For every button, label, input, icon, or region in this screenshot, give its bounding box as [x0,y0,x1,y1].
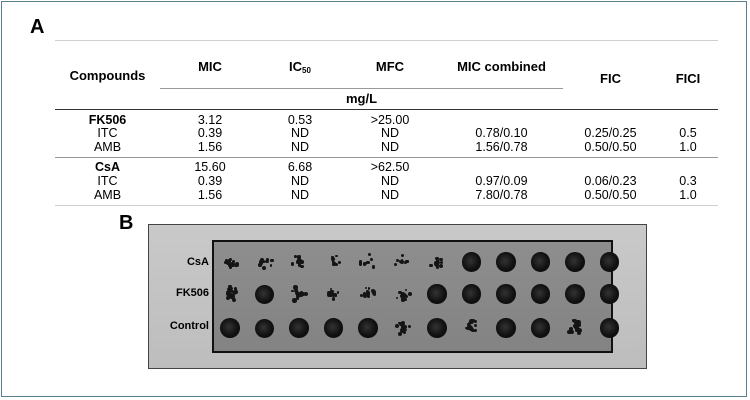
cell-mic: 15.60 [194,160,226,174]
panel-label-a: A [30,16,45,38]
cell-fic: 0.50/0.50 [584,140,637,154]
cell-fici: 1.0 [679,188,697,202]
plate-row-label-control: Control [169,320,209,332]
header-fici: FICI [675,71,701,86]
header-bottom-rule [55,109,718,110]
cell-mfc: >62.50 [370,160,410,174]
group-separator-rule [55,157,718,158]
cell-ic50: ND [290,188,310,202]
cell-mic-combined: 0.78/0.10 [475,126,528,140]
panel-label-b: B [119,212,134,234]
header-mic-combined: MIC combined [457,59,546,74]
cell-mic-combined: 7.80/0.78 [475,188,528,202]
header-compounds: Compounds [69,68,146,83]
cell-fici: 0.3 [679,174,697,188]
cell-compound: FK506 [88,113,127,127]
cell-fici: 1.0 [679,140,697,154]
cell-mfc: ND [380,174,400,188]
header-mfc: MFC [375,59,405,74]
cell-fic: 0.25/0.25 [584,126,637,140]
cell-compound: ITC [97,126,118,140]
cell-ic50: 6.68 [287,160,313,174]
cell-ic50: ND [290,174,310,188]
cell-compound: AMB [93,188,122,202]
cell-mfc: ND [380,188,400,202]
cell-mic: 3.12 [197,113,223,127]
cell-mic: 0.39 [197,126,223,140]
cell-ic50: ND [290,126,310,140]
header-mic: MIC [198,59,222,74]
cell-compound: ITC [97,174,118,188]
header-fic: FIC [600,71,621,86]
cell-mic: 1.56 [197,188,223,202]
plate-row-label-fk506: FK506 [175,287,209,299]
cell-ic50: ND [290,140,310,154]
plate-row-label-csa: CsA [186,256,209,268]
cell-mic-combined: 0.97/0.09 [475,174,528,188]
header-units: mg/L [345,91,378,106]
table-top-rule [55,40,718,41]
units-rule [160,88,563,89]
agar-plate [212,240,613,353]
cell-mic: 0.39 [197,174,223,188]
cell-compound: AMB [93,140,122,154]
cell-fici: 0.5 [679,126,697,140]
table-bottom-rule [55,205,718,206]
header-ic50: $IC_{50}$ [289,59,311,75]
cell-mfc: >25.00 [370,113,410,127]
cell-fic: 0.50/0.50 [584,188,637,202]
cell-ic50: 0.53 [287,113,313,127]
cell-mic-combined: 1.56/0.78 [475,140,528,154]
cell-mfc: ND [380,140,400,154]
cell-mfc: ND [380,126,400,140]
cell-compound: CsA [94,160,120,174]
cell-fic: 0.06/0.23 [584,174,637,188]
cell-mic: 1.56 [197,140,223,154]
